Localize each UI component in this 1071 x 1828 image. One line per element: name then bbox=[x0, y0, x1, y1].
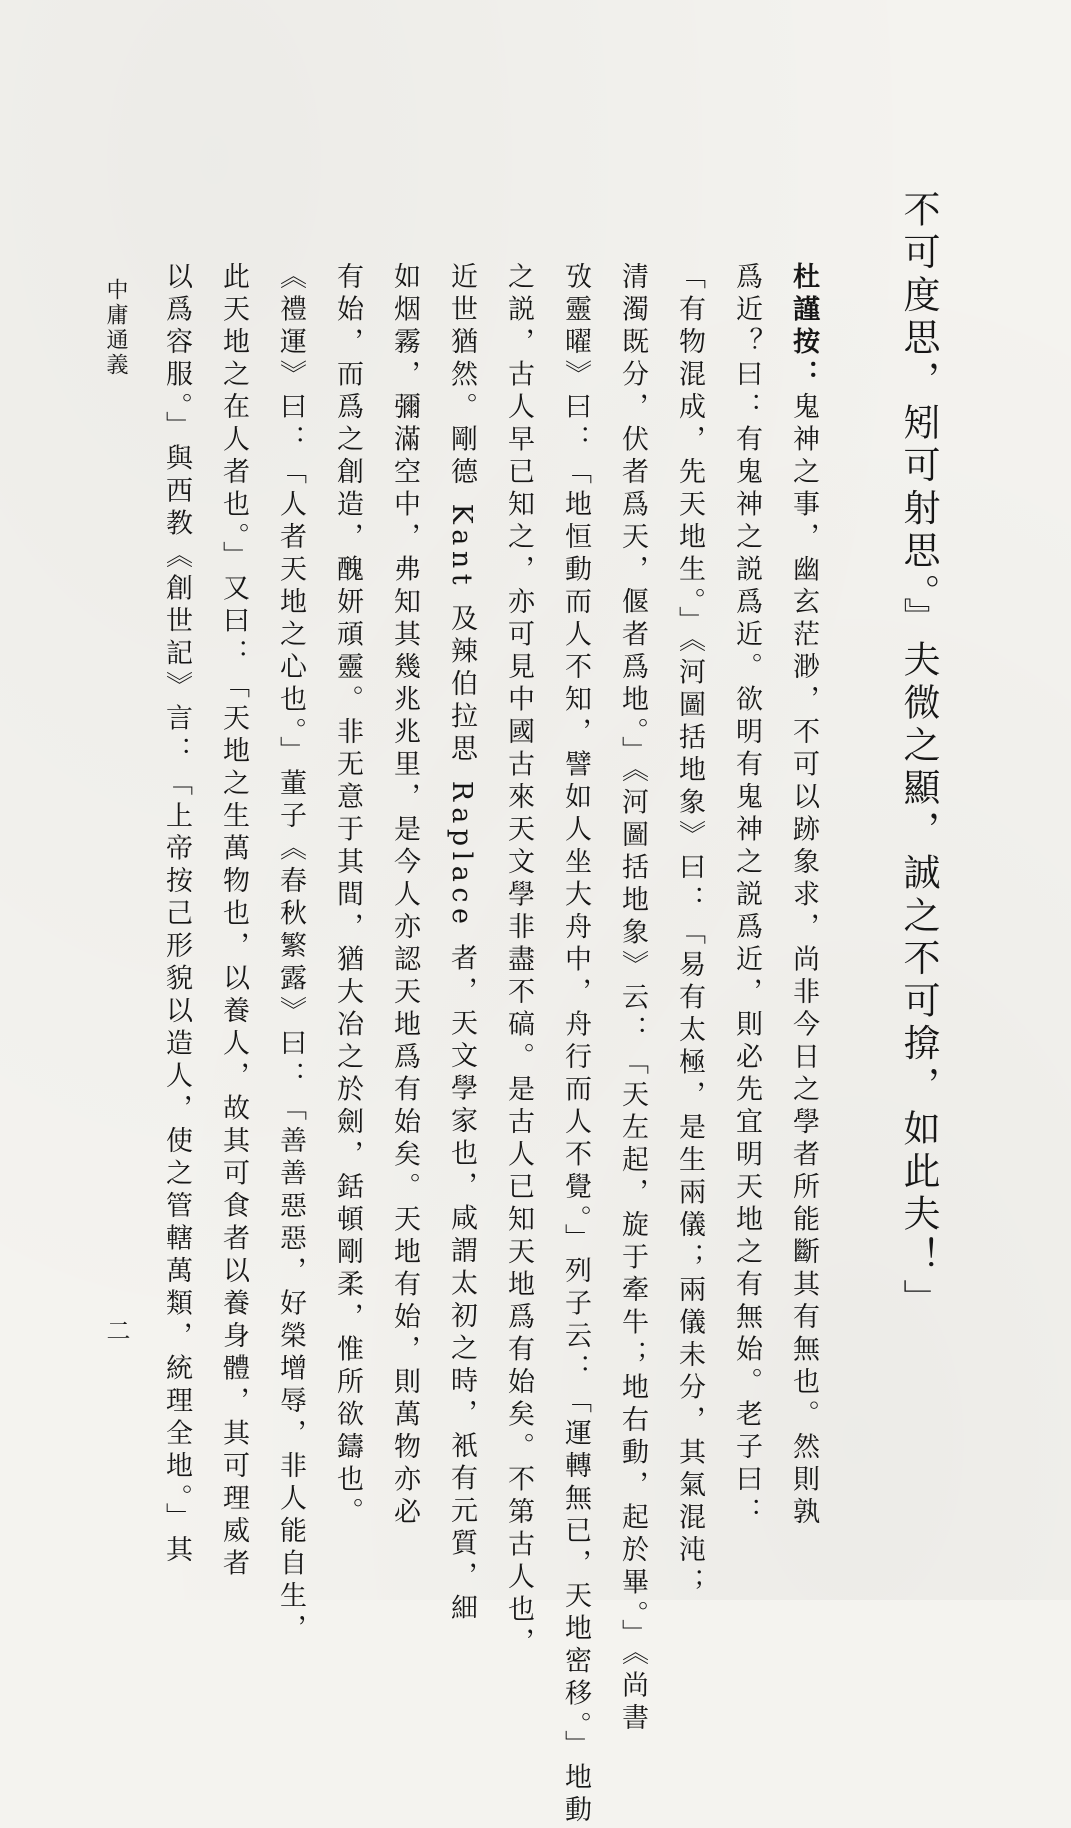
text-line-10: 有始，而爲之創造，醜妍頑靈。非无意于其間，猶大冶之於劍，銛頓剛柔，惟所欲鑄也。 bbox=[332, 262, 363, 1530]
text-line-13: 以爲容服。」與西教《創世記》言：「上帝按己形貌以造人，使之管轄萬類，統理全地。」其 bbox=[161, 262, 192, 1568]
latin-name: Raplace bbox=[446, 766, 477, 944]
running-title: 中庸通義 bbox=[103, 278, 128, 378]
text-line-7: 之説，古人早已知之，亦可見中國古來天文學非盡不碻。是古人已知天地爲有始矣。不第古人也， bbox=[503, 262, 534, 1660]
text-line-8: 近世猶然。剛德 Kant 及辣伯拉思 Raplace 者，天文學家也，咸謂太初之時，衹有元質，細 bbox=[446, 262, 477, 1627]
text-line-1: 不可度思，矧可射思。』夫微之顯，誠之不可揜，如此夫！」 bbox=[897, 190, 940, 1322]
annotation-label: 杜謹按： bbox=[788, 262, 819, 392]
text-line-6: 攷靈曜》曰：「地恒動而人不知，譬如人坐大舟中，舟行而人不覺。」列子云：「運轉無已，天地密移。」地動 bbox=[560, 262, 591, 1828]
text-line-12: 此天地之在人者也。」又曰：「天地之生萬物也，以養人，故其可食者以養身體，其可理威者 bbox=[218, 262, 249, 1581]
text-line-4: 「有物混成，先天地生。」《河圖括地象》曰：「易有太極，是生兩儀；兩儀未分，其氣混沌； bbox=[674, 262, 705, 1600]
text-line-9: 如烟霧，彌滿空中，弗知其幾兆兆里，是今人亦認天地爲有始矣。天地有始，則萬物亦必 bbox=[389, 262, 420, 1530]
latin-name: Kant bbox=[446, 489, 477, 605]
page-number: 二 bbox=[102, 1318, 130, 1345]
text-line-2: 杜謹按：鬼神之事，幽玄茫渺，不可以跡象求，尚非今日之學者所能斷其有無也。然則孰 bbox=[788, 262, 819, 1530]
text-line-11: 《禮運》曰：「人者天地之心也。」董子《春秋繁露》曰：「善善惡惡，好榮增辱，非人能自生， bbox=[275, 262, 306, 1646]
text-line-3: 爲近？曰：有鬼神之説爲近。欲明有鬼神之説爲近，則必先宜明天地之有無始。老子曰： bbox=[731, 262, 762, 1530]
text-line-5: 清濁既分，伏者爲天，偃者爲地。」《河圖括地象》云：「天左起，旋于牽牛；地右動，起於畢。」《尚書 bbox=[617, 262, 648, 1736]
